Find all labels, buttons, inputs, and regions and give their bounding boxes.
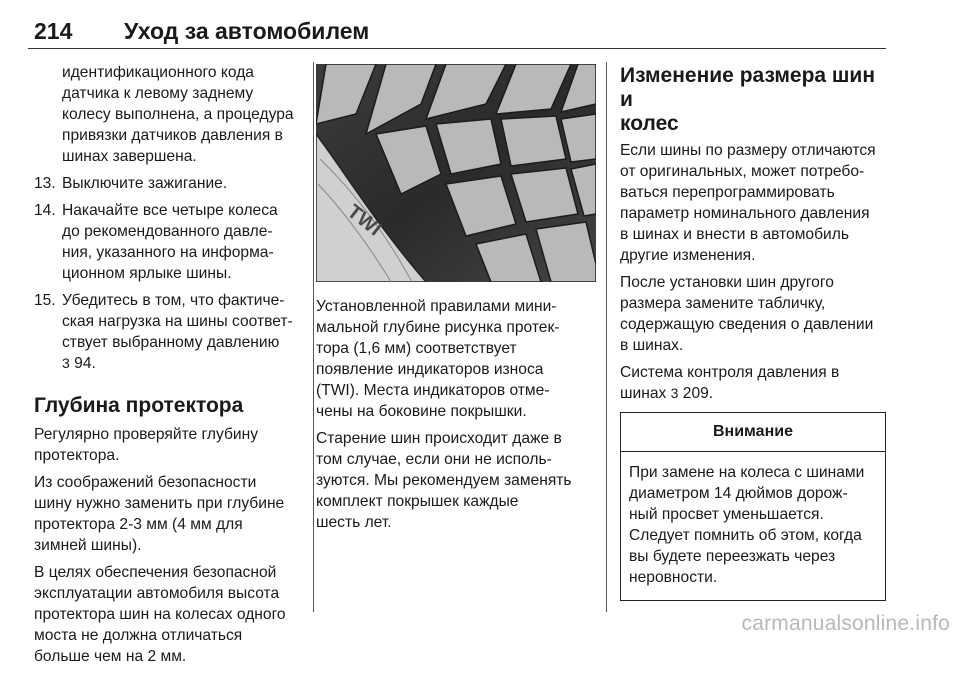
page-reference: 209. xyxy=(682,385,714,402)
page-number: 214 xyxy=(34,18,73,44)
page-title: Уход за автомобилем xyxy=(124,18,370,44)
column-divider-1 xyxy=(313,62,314,612)
page-reference-icon: 3 xyxy=(670,385,679,401)
step-13: 13. Выключите зажигание. xyxy=(34,175,228,192)
paragraph: Установленной правилами мини- мальной глубине рисунка протек- тора (1,6 мм) соответствует появление индикаторов износа (TWI). Места индикаторов отме- чены на боковине покрышки. xyxy=(316,298,560,420)
paragraph: Из соображений безопасности шину нужно заменить при глубине протектора 2-3 мм (4 мм для зимней шины). xyxy=(34,474,285,554)
paragraph: Система контроля давления в шинах 3 209. xyxy=(620,364,840,402)
step-15: 15. Убедитесь в том, что фактиче- ская нагрузка на шины соответ- ствует выбранному давлению 3 94. xyxy=(34,292,293,372)
section-heading-tire-size: Изменение размера шин и колес xyxy=(620,64,876,135)
watermark: carmanualsonline.info xyxy=(741,612,950,635)
step-14: 14. Накачайте все четыре колеса до рекомендованного давле- ния, указанного на информа- ционном ярлыке шины. xyxy=(34,202,278,282)
header-rule xyxy=(28,48,886,49)
paragraph: Регулярно проверяйте глубину протектора. xyxy=(34,426,259,464)
section-heading-tread-depth: Глубина протектора xyxy=(34,394,244,417)
column-1 xyxy=(34,62,306,673)
twi-label: TWI xyxy=(342,200,386,241)
page-reference: 94. xyxy=(74,355,96,372)
page-reference-icon: 3 xyxy=(62,355,70,371)
paragraph: После установки шин другого размера замените табличку, содержащую сведения о давлении в шинах. xyxy=(620,274,874,354)
column-3 xyxy=(620,64,886,601)
column-2 xyxy=(316,64,596,539)
warning-text: При замене на колеса с шинами диаметром 14 дюймов дорож- ный просвет уменьшается. Следует помнить об этом, когда вы будете переезжать через неровности. xyxy=(629,464,865,586)
column-divider-2 xyxy=(606,62,607,612)
paragraph: Старение шин происходит даже в том случае, если они не исполь- зуются. Мы рекомендуем заменять комплект покрышек каждые шесть лет. xyxy=(316,430,572,531)
paragraph: Если шины по размеру отличаются от оригинальных, может потребо- ваться перепрограммировать параметр номинального давления в шинах и внести в автомобиль другие изменения. xyxy=(620,142,876,264)
warning-box xyxy=(620,412,886,601)
warning-title: Внимание xyxy=(621,413,885,452)
paragraph: В целях обеспечения безопасной эксплуатации автомобиля высота протектора шин на колесах одного моста не должна отличаться больше чем на 2 мм. xyxy=(34,564,286,665)
tire-tread-image xyxy=(316,64,596,282)
continued-paragraph: идентификационного кода датчика к левому заднему колесу выполнена, а процедура привязки датчиков давления в шинах завершена. xyxy=(62,64,294,165)
page-header xyxy=(28,8,884,48)
